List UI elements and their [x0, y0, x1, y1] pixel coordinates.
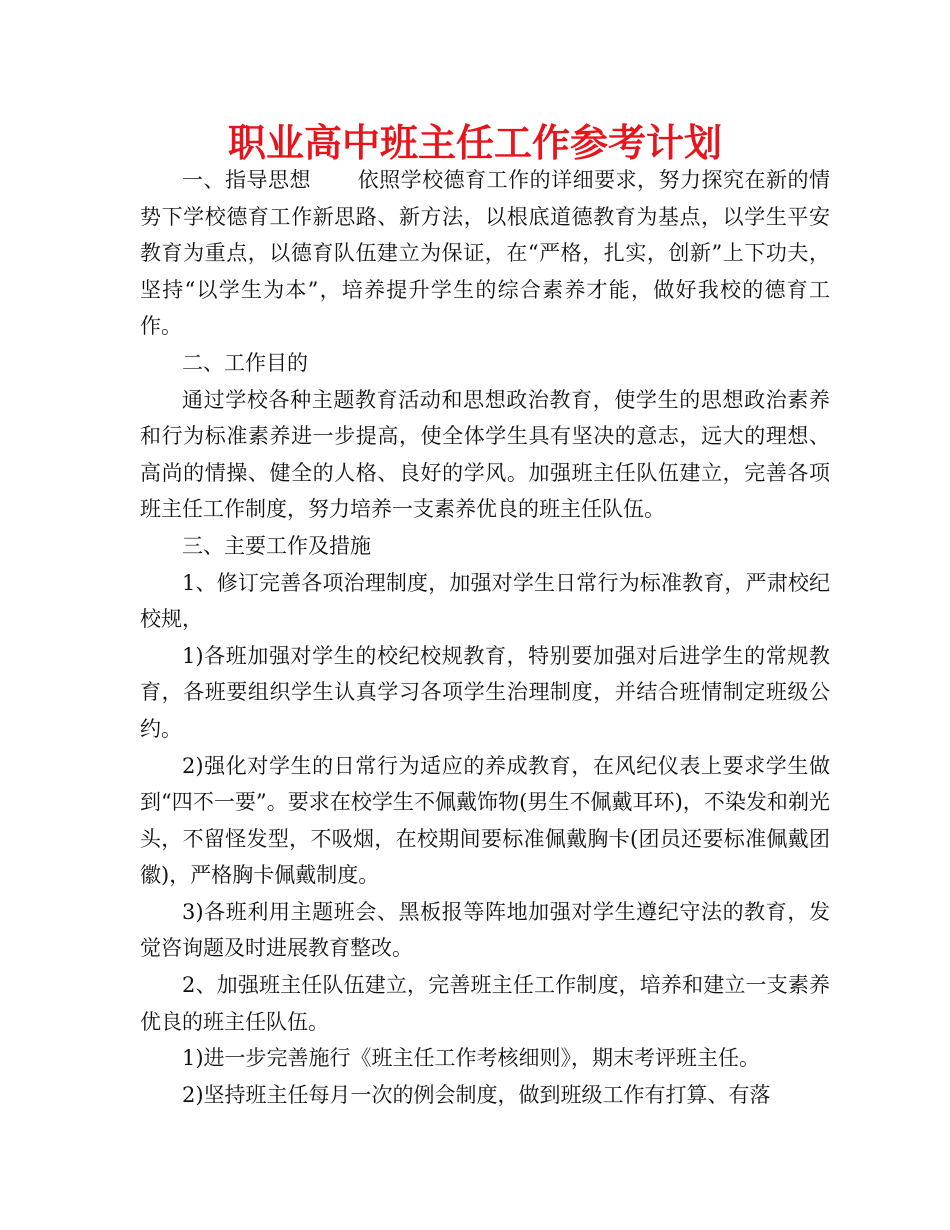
paragraph: 2)坚持班主任每月一次的例会制度，做到班级工作有打算、有落 — [182, 1082, 771, 1107]
section-heading-main-work: 三、主要工作及措施 — [182, 533, 371, 558]
paragraph: 1、修订完善各项治理制度，加强对学生日常行为标准教育，严肃校纪校规， — [140, 570, 830, 632]
paragraph-guiding-ideology — [140, 162, 830, 345]
paragraph: 1)各班加强对学生的校纪校规教育，特别要加强对后进学生的常规教育，各班要组织学生认真学习各项学生治理制度，并结合班情制定班级公约。 — [140, 643, 830, 741]
document-title: 职业高中班主任工作参考计划 — [227, 121, 722, 165]
paragraph-text: 依照学校德育工作的详细要求，努力探究在新的情势下学校德育工作新思路、新方法，以根底道德教育为基点，以学生平安教育为重点，以德育队伍建立为保证，在“严格，扎实，创新”上下功夫，坚持“以学生为本”，培养提升学生的综合素养才能，做好我校的德育工作。 — [140, 168, 831, 339]
paragraph: 2、加强班主任队伍建立，完善班主任工作制度，培养和建立一支素养优良的班主任队伍。 — [140, 973, 830, 1034]
section-heading-work-goals: 二、工作目的 — [182, 350, 308, 375]
paragraph: 3)各班利用主题班会、黑板报等阵地加强对学生遵纪守法的教育，发觉咨询题及时进展教育整改。 — [140, 899, 830, 961]
paragraph: 2)强化对学生的日常行为适应的养成教育，在风纪仪表上要求学生做到“四不一要”。要求在校学生不佩戴饰物(男生不佩戴耳环)，不染发和剃光头，不留怪发型，不吸烟，在校期间要标准佩戴胸卡(团员还要标准佩戴团徽)，严格胸卡佩戴制度。 — [140, 753, 830, 888]
paragraph: 通过学校各种主题教育活动和思想政治教育，使学生的思想政治素养和行为标准素养进一步提高，使全体学生具有坚决的意志，远大的理想、高尚的情操、健全的人格、良好的学风。加强班主任队伍建立，完善各项班主任工作制度，努力培养一支素养优良的班主任队伍。 — [140, 387, 830, 522]
paragraph: 1)进一步完善施行《班主任工作考核细则》，期末考评班主任。 — [182, 1046, 761, 1071]
section-heading: 一、指导思想 — [182, 168, 311, 192]
document-body — [140, 162, 830, 1113]
